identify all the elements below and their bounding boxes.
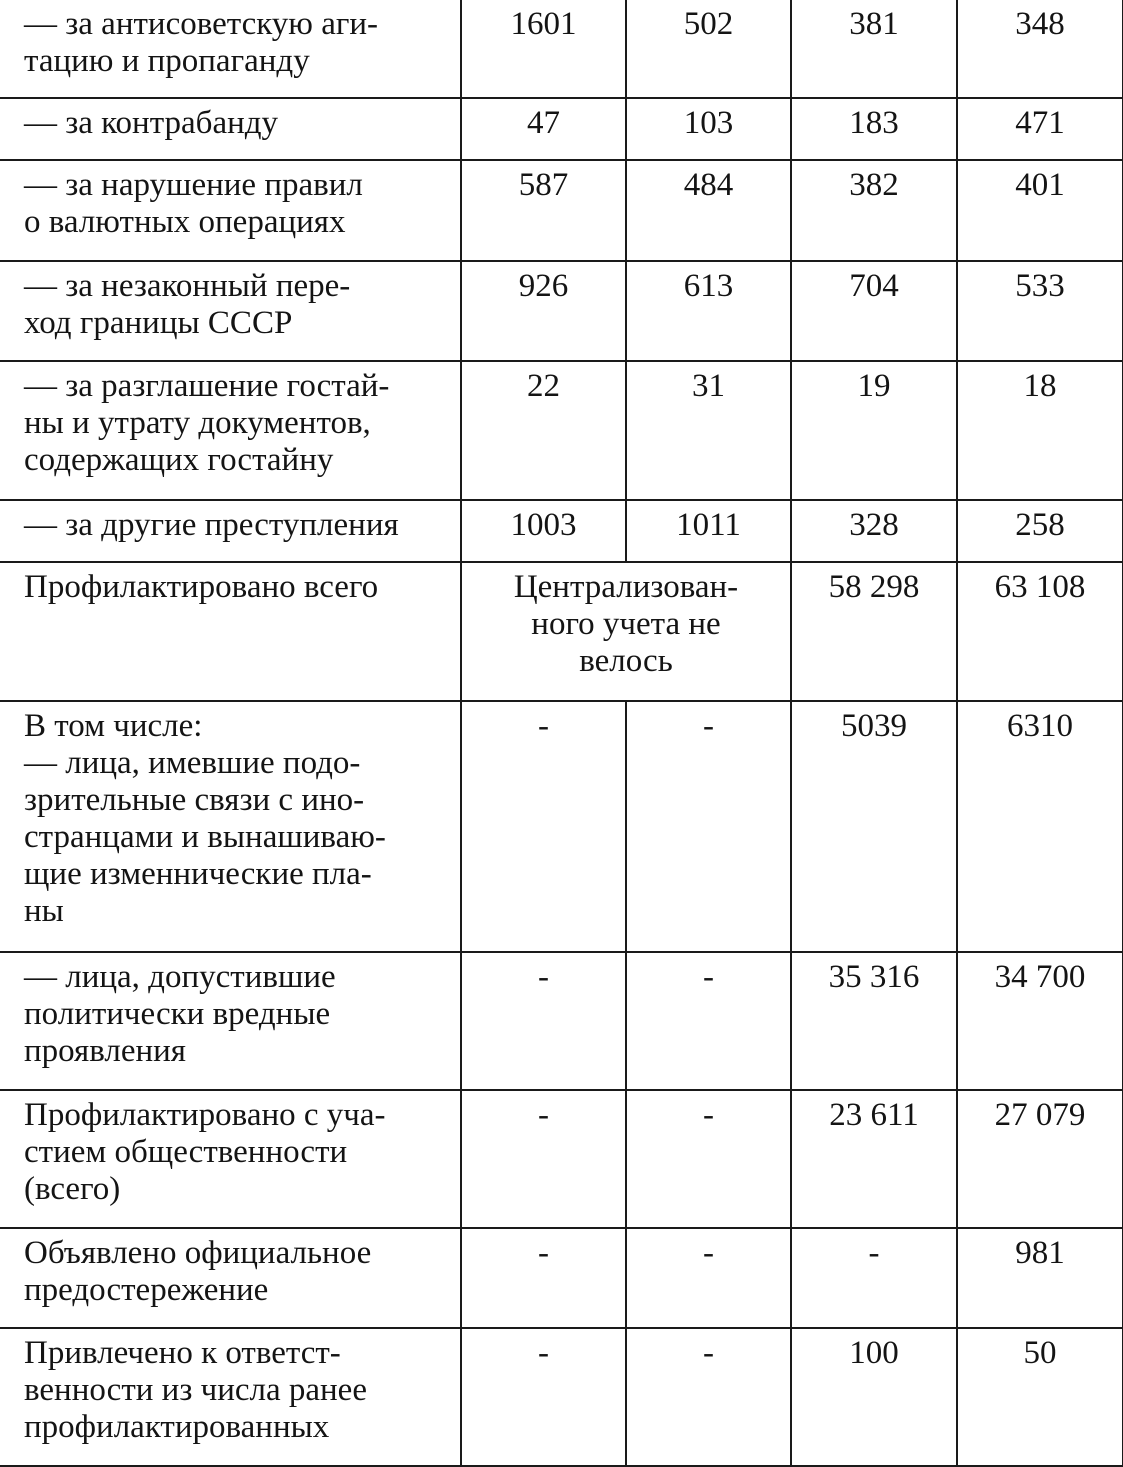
table-row [0, 261, 1123, 361]
table-cell: 348 [957, 0, 1123, 98]
table-cell: 1011 [626, 500, 791, 562]
table-cell: 533 [957, 261, 1123, 361]
table-cell: 22 [461, 361, 626, 500]
table-cell: 27 079 [957, 1090, 1123, 1228]
table-cell: 328 [791, 500, 957, 562]
row-label: — за нарушение правил о валютных операциях [0, 160, 461, 261]
table-cell: 382 [791, 160, 957, 261]
table-cell: - [461, 701, 626, 952]
table-cell: 502 [626, 0, 791, 98]
row-label: В том числе: — лица, имевшие подо- зрительные связи с ино- странцами и вынашиваю- щие изменнические пла- ны [0, 701, 461, 952]
table-cell: 18 [957, 361, 1123, 500]
table-row [0, 1328, 1123, 1466]
table-cell: 19 [791, 361, 957, 500]
row-label: — за незаконный пере- ход границы СССР [0, 261, 461, 361]
table-cell: 587 [461, 160, 626, 261]
table-cell: - [626, 952, 791, 1090]
table-cell: 484 [626, 160, 791, 261]
table-cell: - [791, 1228, 957, 1328]
table-row [0, 500, 1123, 562]
row-label: — за контрабанду [0, 98, 461, 160]
table-row [0, 562, 1123, 701]
table-cell: 381 [791, 0, 957, 98]
table-cell: 50 [957, 1328, 1123, 1466]
table-cell: 103 [626, 98, 791, 160]
table-cell: - [626, 1090, 791, 1228]
table-cell: 401 [957, 160, 1123, 261]
table-row [0, 160, 1123, 261]
table-row [0, 1090, 1123, 1228]
table-cell: 6310 [957, 701, 1123, 952]
table-cell: 183 [791, 98, 957, 160]
table-cell: 981 [957, 1228, 1123, 1328]
row-label: — за другие преступления [0, 500, 461, 562]
row-label: — за антисоветскую аги- тацию и пропаганду [0, 0, 461, 98]
table-row [0, 0, 1123, 98]
table-cell: - [461, 952, 626, 1090]
table-row [0, 1228, 1123, 1328]
table-cell: 34 700 [957, 952, 1123, 1090]
merged-note-cell: Централизован- ного учета не велось [461, 562, 791, 701]
table-row [0, 361, 1123, 500]
table-cell: - [461, 1090, 626, 1228]
table-cell: 1003 [461, 500, 626, 562]
table-cell: 258 [957, 500, 1123, 562]
row-label: Привлечено к ответст- венности из числа ранее профилактированных [0, 1328, 461, 1466]
table-cell: - [461, 1328, 626, 1466]
table-cell: 58 298 [791, 562, 957, 701]
table-cell: 704 [791, 261, 957, 361]
table-row [0, 701, 1123, 952]
table-cell: - [461, 1228, 626, 1328]
table-cell: 471 [957, 98, 1123, 160]
table-cell: 5039 [791, 701, 957, 952]
table-cell: - [626, 1228, 791, 1328]
row-label: — за разглашение гостай- ны и утрату документов, содержащих гостайну [0, 361, 461, 500]
table-row [0, 952, 1123, 1090]
table-cell: 926 [461, 261, 626, 361]
table-cell: 100 [791, 1328, 957, 1466]
table-cell: 63 108 [957, 562, 1123, 701]
row-label: Профилактировано с уча- стием общественности (всего) [0, 1090, 461, 1228]
table-cell: 35 316 [791, 952, 957, 1090]
table-row [0, 98, 1123, 160]
row-label: Объявлено официальное предостережение [0, 1228, 461, 1328]
table-cell: 23 611 [791, 1090, 957, 1228]
table-cell: - [626, 1328, 791, 1466]
table-cell: - [626, 701, 791, 952]
table-cell: 47 [461, 98, 626, 160]
table-cell: 1601 [461, 0, 626, 98]
table-cell: 613 [626, 261, 791, 361]
row-label: — лица, допустившие политически вредные проявления [0, 952, 461, 1090]
table-cell: 31 [626, 361, 791, 500]
row-label: Профилактировано всего [0, 562, 461, 701]
